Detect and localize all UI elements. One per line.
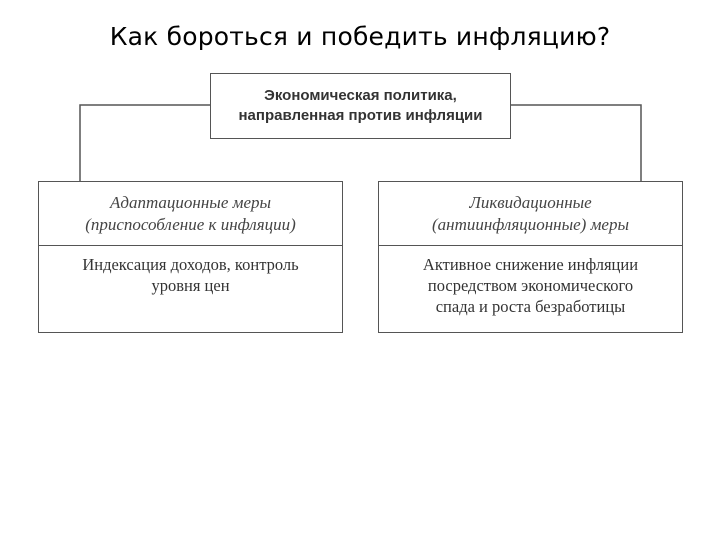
branch-liquidation-body	[379, 246, 682, 332]
connector-left	[80, 105, 210, 181]
branch-adaptation	[38, 181, 343, 333]
branch-liquidation-body-line-3: спада и роста безработицы	[435, 297, 626, 316]
branch-liquidation-heading-line-1: Ликвидационные	[469, 192, 592, 212]
root-node-policy	[210, 73, 511, 139]
branch-liquidation-body-line-2: посредством экономического	[427, 276, 634, 295]
branch-adaptation-body	[39, 246, 342, 332]
root-node-line-1: Экономическая политика,	[264, 87, 457, 104]
branch-adaptation-heading-line-1: Адаптационные меры	[109, 192, 272, 212]
branch-liquidation-heading-line-2: (антиинфляционные) меры	[431, 214, 629, 234]
branch-adaptation-heading-line-2: (приспособление к инфляции)	[85, 214, 296, 234]
branch-adaptation-heading	[39, 182, 342, 246]
branch-adaptation-body-line-1: Индексация доходов, контроль	[82, 255, 299, 274]
branch-liquidation-body-line-1: Активное снижение инфляции	[422, 255, 639, 274]
branch-adaptation-body-line-2: уровня цен	[151, 276, 230, 295]
root-node-line-2: направленная против инфляции	[238, 107, 483, 124]
connector-right	[511, 105, 641, 181]
branch-liquidation	[378, 181, 683, 333]
branch-liquidation-heading	[379, 182, 682, 246]
page-title: Как бороться и победить инфляцию?	[109, 22, 611, 51]
